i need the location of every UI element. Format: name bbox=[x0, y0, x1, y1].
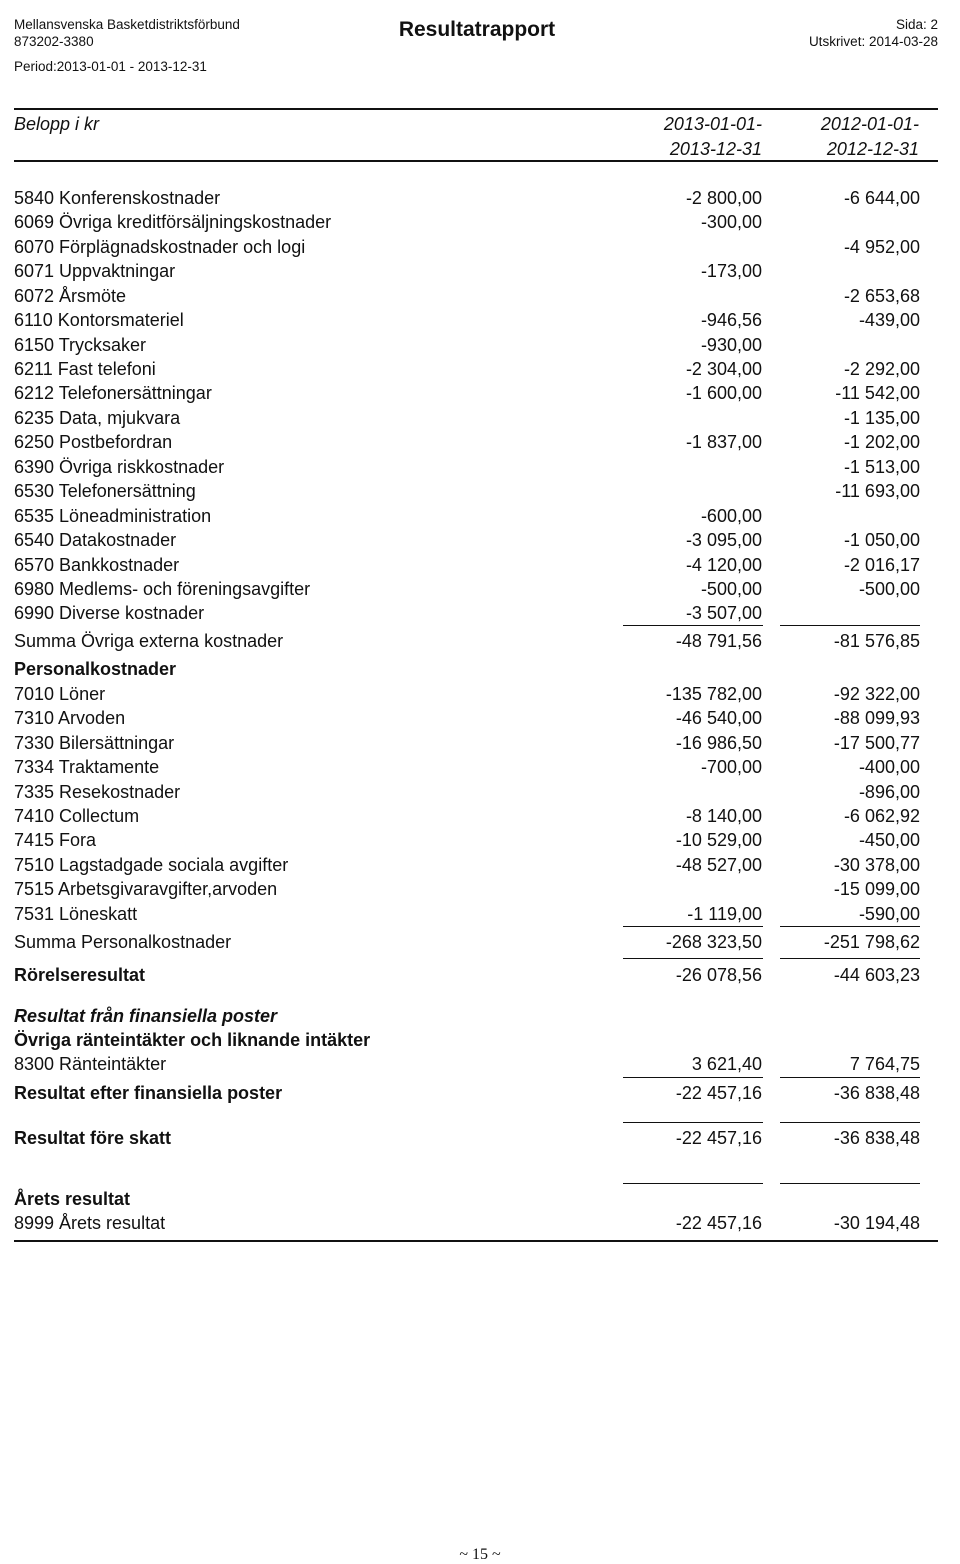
amount-2013: -173,00 bbox=[700, 261, 762, 281]
sum-label: Summa Personalkostnader bbox=[14, 932, 232, 952]
account-label: 6235 Data, mjukvara bbox=[14, 408, 181, 428]
amount-2013: -300,00 bbox=[700, 212, 762, 232]
amount-2013: -48 527,00 bbox=[675, 855, 762, 875]
section-heading bbox=[14, 1028, 924, 1052]
account-label: 7415 Fora bbox=[14, 830, 97, 850]
pretax-result-row bbox=[14, 1126, 924, 1150]
amount-2013: -2 304,00 bbox=[685, 359, 762, 379]
table-row bbox=[14, 308, 924, 332]
account-label: 6530 Telefonersättning bbox=[14, 481, 196, 501]
report-bottom-rule bbox=[14, 1240, 938, 1242]
column-2013-start: 2013-01-01- bbox=[663, 114, 762, 134]
table-row bbox=[14, 1211, 924, 1235]
table-row bbox=[14, 706, 924, 730]
table-row bbox=[14, 780, 924, 804]
account-label: 6072 Årsmöte bbox=[14, 286, 127, 306]
table-row bbox=[14, 186, 924, 210]
amount-2013: -135 782,00 bbox=[665, 684, 762, 704]
sum-2013: -48 791,56 bbox=[675, 631, 762, 651]
table-row bbox=[14, 210, 924, 234]
amount-2012: -30 378,00 bbox=[833, 855, 920, 875]
account-label: 7515 Arbetsgivaravgifter,arvoden bbox=[14, 879, 278, 899]
account-label: 6980 Medlems- och föreningsavgifter bbox=[14, 579, 311, 599]
subtotal-rule-2012 bbox=[780, 958, 920, 959]
account-label: 6070 Förplägnadskostnader och logi bbox=[14, 237, 306, 257]
table-row bbox=[14, 381, 924, 405]
account-label: 6110 Kontorsmateriel bbox=[14, 310, 184, 330]
amount-2013: -1 837,00 bbox=[685, 432, 762, 452]
table-row bbox=[14, 853, 924, 877]
subtotal-rule-2013 bbox=[623, 926, 763, 927]
amount-2012: -2 653,68 bbox=[843, 286, 920, 306]
amount-2012: -439,00 bbox=[858, 310, 920, 330]
amount-2012: -4 952,00 bbox=[843, 237, 920, 257]
amount-2012: -17 500,77 bbox=[833, 733, 920, 753]
table-row bbox=[14, 504, 924, 528]
amount-2013: -3 507,00 bbox=[685, 603, 762, 623]
account-label: 6069 Övriga kreditförsäljningskostnader bbox=[14, 212, 332, 232]
amount-2012: -450,00 bbox=[858, 830, 920, 850]
account-label: 6535 Löneadministration bbox=[14, 506, 212, 526]
amount-2013: -16 986,50 bbox=[675, 733, 762, 753]
amount-2012: -2 292,00 bbox=[843, 359, 920, 379]
account-label: 8300 Ränteintäkter bbox=[14, 1054, 167, 1074]
amount-2013: -600,00 bbox=[700, 506, 762, 526]
table-row bbox=[14, 1052, 924, 1076]
sum-row bbox=[14, 629, 924, 653]
period-label: Period:2013-01-01 - 2013-12-31 bbox=[14, 59, 207, 74]
amount-2012: -6 062,92 bbox=[843, 806, 920, 826]
subtotal-rule-2013 bbox=[623, 1183, 763, 1184]
table-row bbox=[14, 333, 924, 357]
amount-2012: -6 644,00 bbox=[843, 188, 920, 208]
account-label: 6540 Datakostnader bbox=[14, 530, 177, 550]
pretax-result-label: Resultat före skatt bbox=[14, 1128, 172, 1148]
subtotal-rule-2012 bbox=[780, 625, 920, 626]
table-row bbox=[14, 577, 924, 601]
account-label: 7334 Traktamente bbox=[14, 757, 160, 777]
sum-2012: -81 576,85 bbox=[833, 631, 920, 651]
account-label: 7410 Collectum bbox=[14, 806, 140, 826]
section-heading bbox=[14, 1187, 924, 1211]
amount-2013: -946,56 bbox=[700, 310, 762, 330]
section-heading bbox=[14, 1004, 924, 1028]
table-row bbox=[14, 479, 924, 503]
operating-result-label: Rörelseresultat bbox=[14, 965, 146, 985]
amount-2013: -930,00 bbox=[700, 335, 762, 355]
table-row bbox=[14, 357, 924, 381]
table-row bbox=[14, 731, 924, 755]
amount-2013: -500,00 bbox=[700, 579, 762, 599]
subtotal-rule-2012 bbox=[780, 1077, 920, 1078]
sum-2013: -268 323,50 bbox=[665, 932, 762, 952]
account-label: 7310 Arvoden bbox=[14, 708, 126, 728]
amount-2013: -3 095,00 bbox=[685, 530, 762, 550]
section-heading bbox=[14, 657, 924, 681]
column-2012-heading bbox=[821, 112, 919, 162]
account-label: 7330 Bilersättningar bbox=[14, 733, 175, 753]
amount-2012: -896,00 bbox=[858, 782, 920, 802]
printed-date: Utskrivet: 2014-03-28 bbox=[808, 34, 938, 49]
header-bottom-rule bbox=[14, 160, 938, 162]
amount-2012: -11 693,00 bbox=[835, 481, 920, 501]
account-label: 5840 Konferenskostnader bbox=[14, 188, 221, 208]
financial-result-2013: -22 457,16 bbox=[675, 1083, 762, 1103]
amount-2013: -700,00 bbox=[700, 757, 762, 777]
table-row bbox=[14, 601, 924, 625]
account-label: 6990 Diverse kostnader bbox=[14, 603, 205, 623]
header-top-rule bbox=[14, 108, 938, 110]
table-row bbox=[14, 259, 924, 283]
table-row bbox=[14, 430, 924, 454]
page-info bbox=[809, 16, 938, 50]
pretax-result-2012: -36 838,48 bbox=[833, 1128, 920, 1148]
amount-2012: -1 513,00 bbox=[843, 457, 920, 477]
table-row bbox=[14, 828, 924, 852]
organization-name: Mellansvenska Basketdistriktsförbund bbox=[14, 17, 240, 32]
amount-2012: -1 202,00 bbox=[843, 432, 920, 452]
amount-2013: -46 540,00 bbox=[675, 708, 762, 728]
sum-row bbox=[14, 930, 924, 954]
amount-2013: -8 140,00 bbox=[685, 806, 762, 826]
table-row bbox=[14, 755, 924, 779]
amount-2013: -1 119,00 bbox=[687, 904, 762, 924]
table-row bbox=[14, 284, 924, 308]
pretax-result-2013: -22 457,16 bbox=[675, 1128, 762, 1148]
account-label: 8999 Årets resultat bbox=[14, 1213, 166, 1233]
account-label: 6211 Fast telefoni bbox=[14, 359, 156, 379]
amount-2012: -500,00 bbox=[858, 579, 920, 599]
section-heading-label: Personalkostnader bbox=[14, 659, 177, 679]
amount-2013: -10 529,00 bbox=[675, 830, 762, 850]
amount-2012: -590,00 bbox=[858, 904, 920, 924]
table-row bbox=[14, 682, 924, 706]
account-label: 7010 Löner bbox=[14, 684, 106, 704]
table-row bbox=[14, 455, 924, 479]
amount-2012: -92 322,00 bbox=[833, 684, 920, 704]
subtotal-rule-2013 bbox=[623, 1077, 763, 1078]
account-label: 7531 Löneskatt bbox=[14, 904, 138, 924]
amount-2013: 3 621,40 bbox=[691, 1054, 762, 1074]
account-label: 6250 Postbefordran bbox=[14, 432, 173, 452]
subtotal-rule-2013 bbox=[623, 625, 763, 626]
financial-result-2012: -36 838,48 bbox=[833, 1083, 920, 1103]
subtotal-rule-2013 bbox=[623, 1122, 763, 1123]
page-number: ~ 15 ~ bbox=[459, 1546, 501, 1563]
page-indicator: Sida: 2 bbox=[895, 17, 938, 32]
organization-number: 873202-3380 bbox=[14, 34, 94, 49]
operating-result-row bbox=[14, 963, 924, 987]
sum-label: Summa Övriga externa kostnader bbox=[14, 631, 284, 651]
operating-result-2013: -26 078,56 bbox=[675, 965, 762, 985]
sum-2012: -251 798,62 bbox=[823, 932, 920, 952]
column-2013-end: 2013-12-31 bbox=[669, 139, 762, 159]
financial-result-row bbox=[14, 1081, 924, 1105]
amount-2012: -1 050,00 bbox=[843, 530, 920, 550]
section-heading-label: Årets resultat bbox=[14, 1189, 131, 1209]
column-2012-start: 2012-01-01- bbox=[820, 114, 919, 134]
account-label: 6570 Bankkostnader bbox=[14, 555, 180, 575]
account-label: 6071 Uppvaktningar bbox=[14, 261, 176, 281]
subtotal-rule-2012 bbox=[780, 926, 920, 927]
amount-2012: -15 099,00 bbox=[833, 879, 920, 899]
table-row bbox=[14, 528, 924, 552]
column-2012-end: 2012-12-31 bbox=[826, 139, 919, 159]
amount-label: Belopp i kr bbox=[14, 114, 100, 134]
table-row bbox=[14, 406, 924, 430]
section-heading-label: Resultat från finansiella poster bbox=[14, 1006, 278, 1026]
amount-2013: -2 800,00 bbox=[685, 188, 762, 208]
amount-2012: -400,00 bbox=[858, 757, 920, 777]
subtotal-rule-2012 bbox=[780, 1183, 920, 1184]
amount-2012: -2 016,17 bbox=[843, 555, 920, 575]
amount-2012: 7 764,75 bbox=[849, 1054, 920, 1074]
operating-result-2012: -44 603,23 bbox=[833, 965, 920, 985]
column-2013-heading bbox=[664, 112, 762, 162]
amount-2012: -30 194,48 bbox=[833, 1213, 920, 1233]
subtotal-rule-2012 bbox=[780, 1122, 920, 1123]
amount-2012: -88 099,93 bbox=[833, 708, 920, 728]
table-row bbox=[14, 804, 924, 828]
account-label: 6150 Trycksaker bbox=[14, 335, 147, 355]
amount-2012: -11 542,00 bbox=[835, 383, 920, 403]
account-label: 6390 Övriga riskkostnader bbox=[14, 457, 225, 477]
amount-2013: -1 600,00 bbox=[685, 383, 762, 403]
table-row bbox=[14, 877, 924, 901]
subtotal-rule-2013 bbox=[623, 958, 763, 959]
table-row bbox=[14, 553, 924, 577]
account-label: 6212 Telefonersättningar bbox=[14, 383, 212, 403]
amount-2013: -22 457,16 bbox=[675, 1213, 762, 1233]
report-title-text: Resultatrapport bbox=[398, 18, 556, 41]
amount-2012: -1 135,00 bbox=[843, 408, 920, 428]
amount-2013: -4 120,00 bbox=[685, 555, 762, 575]
financial-result-label: Resultat efter finansiella poster bbox=[14, 1083, 283, 1103]
account-label: 7510 Lagstadgade sociala avgifter bbox=[14, 855, 289, 875]
table-row bbox=[14, 902, 924, 926]
table-row bbox=[14, 235, 924, 259]
account-label: 7335 Resekostnader bbox=[14, 782, 181, 802]
section-heading-label: Övriga ränteintäkter och liknande intäkter bbox=[14, 1030, 371, 1050]
